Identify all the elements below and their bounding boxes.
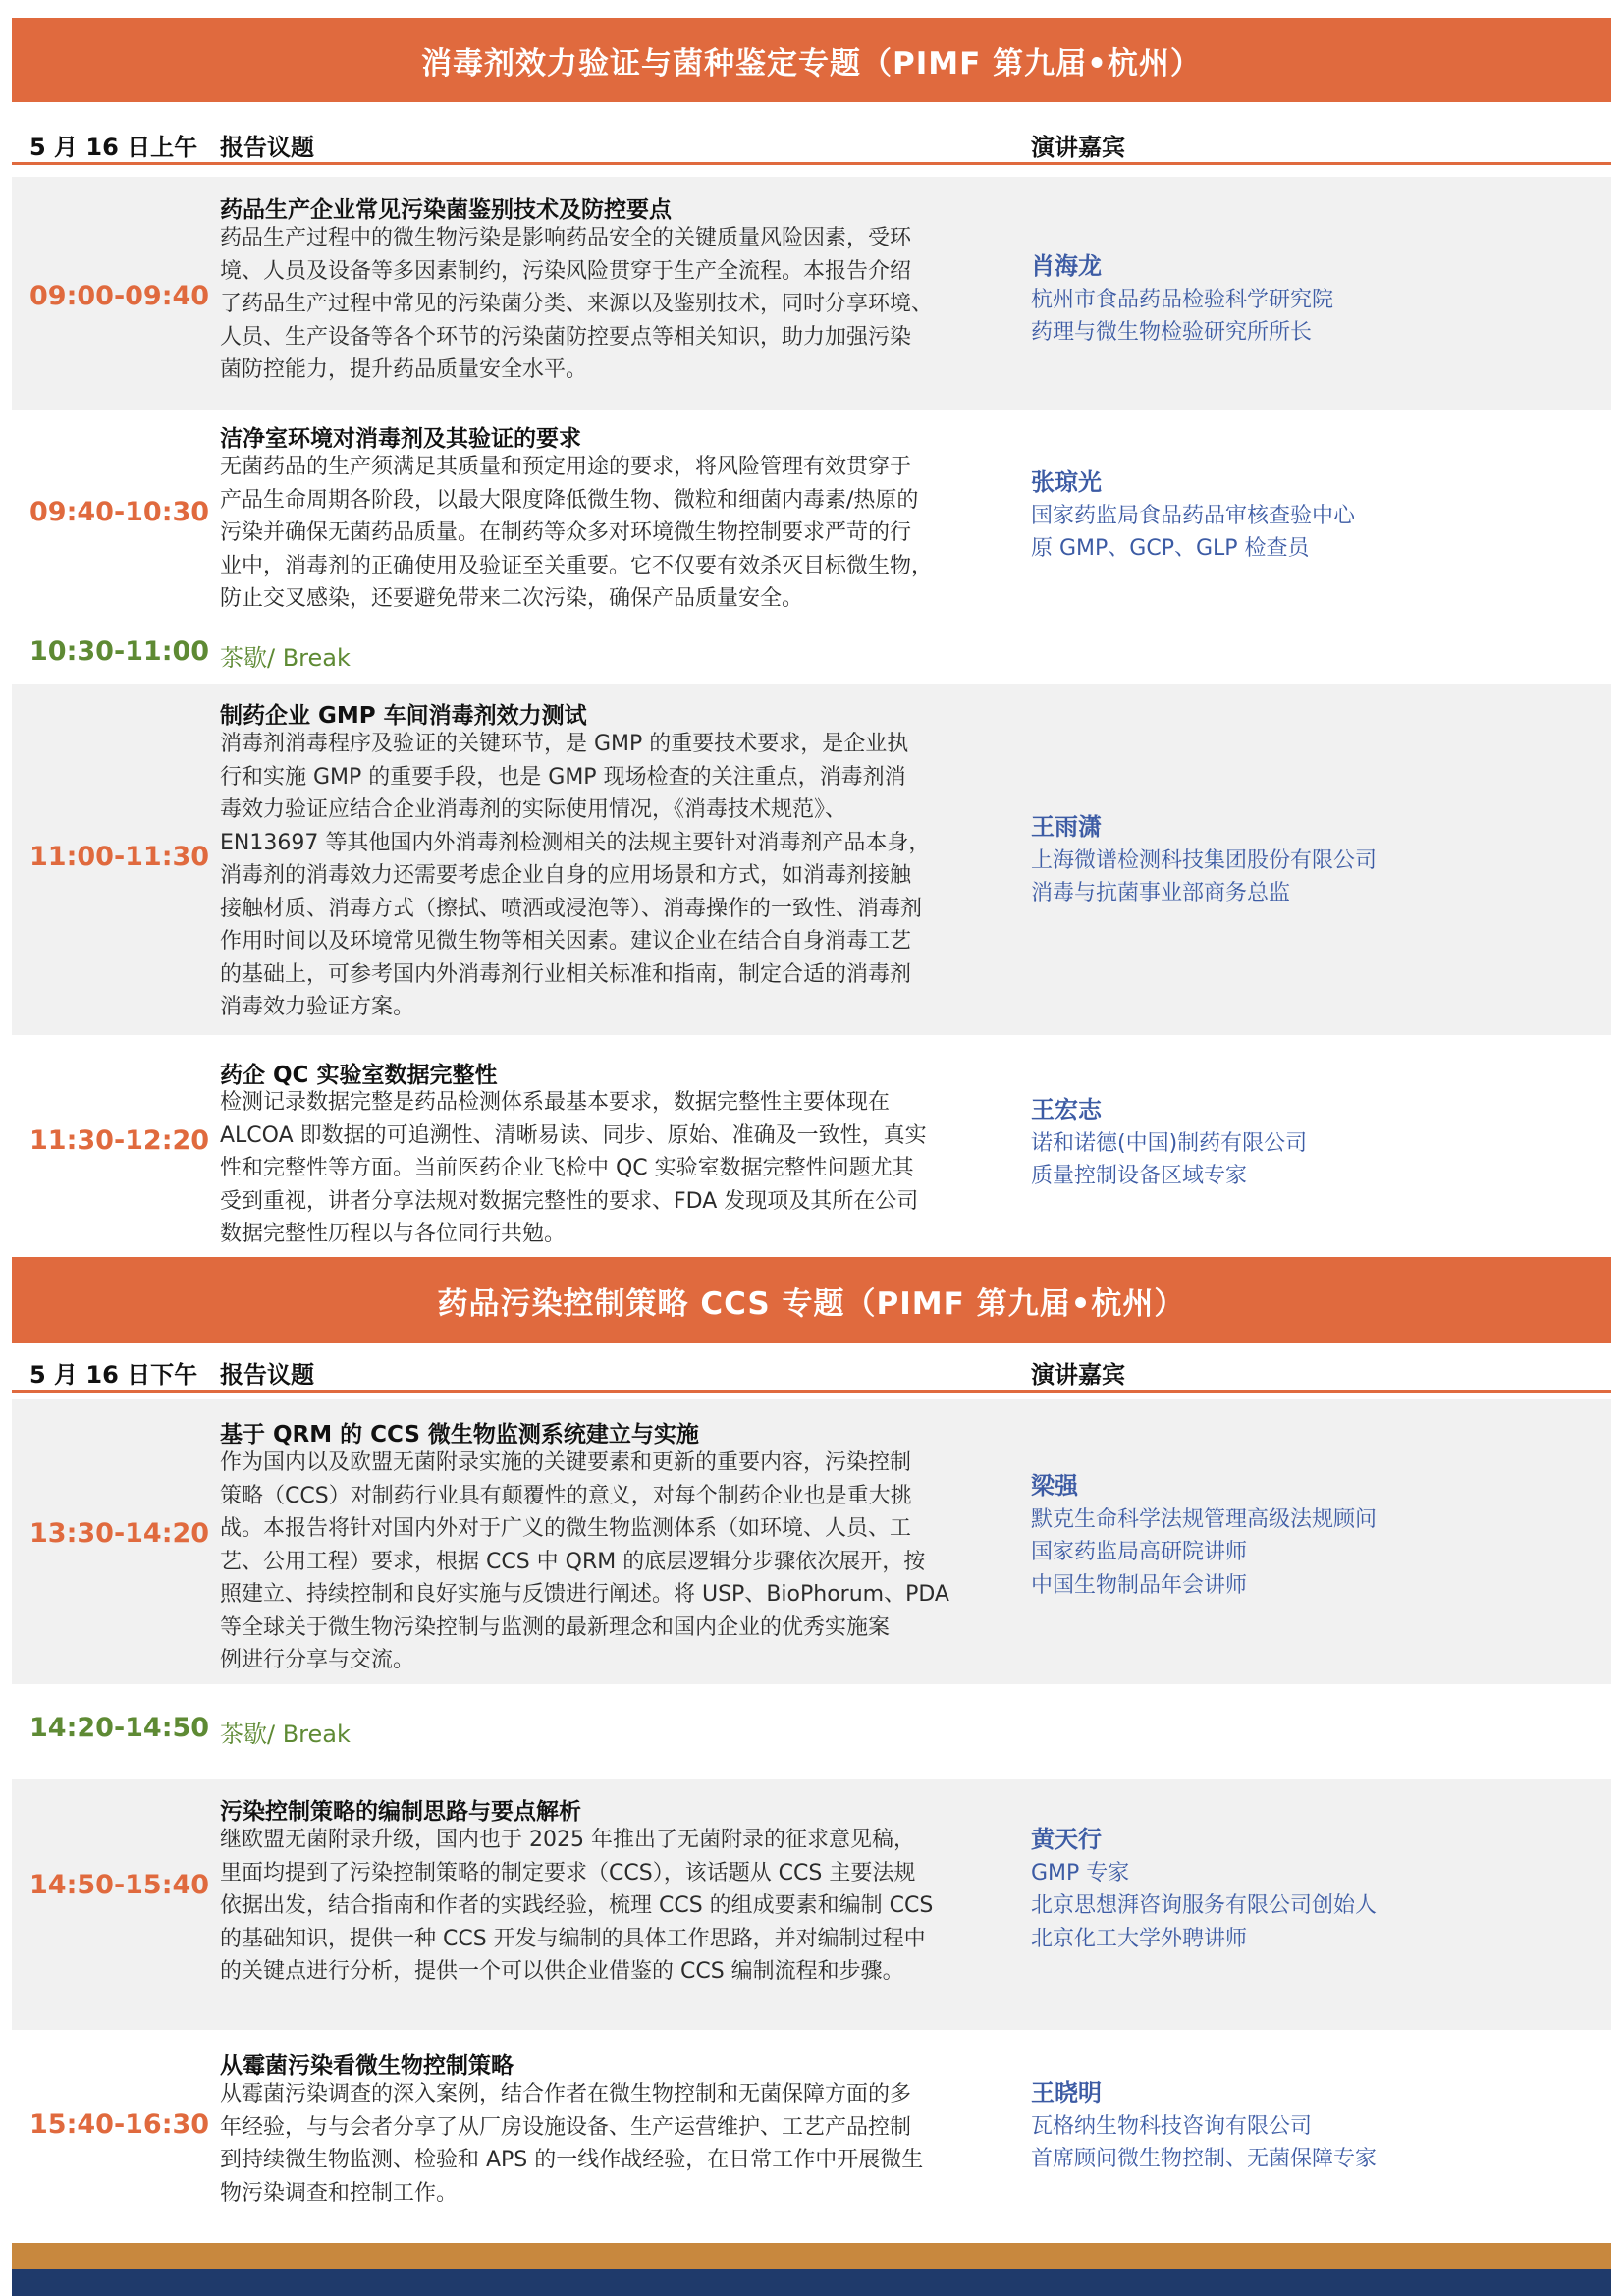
column-topic: 报告议题	[220, 134, 314, 161]
break-label: 茶歇/ Break	[220, 1721, 351, 1748]
speaker-block: 肖海龙 杭州市食品药品检验科学研究院 药理与微生物检验研究所所长	[1031, 252, 1334, 345]
session-title: 污染控制策略的编制思路与要点解析	[220, 1799, 581, 1825]
session-description: 无菌药品的生产须满足其质量和预定用途的要求，将风险管理有效贯穿于 产品生命周期各阶段，以最大限度降低微生物、微粒和细菌内毒素/热原的 污染并确保无菌药品质量。在制药等众多对环境微生物控制要求严苛的行 业中，消毒剂的正确使用及验证至关重要。它不仅要有效杀灭目标微生物， 防止交叉感染，还要避免带来二次污染，确保产品质量安全。	[220, 455, 934, 611]
footer-bar	[12, 2269, 1611, 2296]
section-2-banner: 药品污染控制策略 CCS 专题（PIMF 第九届•杭州）	[12, 1257, 1611, 1343]
column-speaker: 演讲嘉宾	[1031, 134, 1125, 161]
session-title: 制药企业 GMP 车间消毒剂效力测试	[220, 703, 587, 729]
session-title: 从霉菌污染看微生物控制策略	[220, 2053, 514, 2079]
session-title: 洁净室环境对消毒剂及其验证的要求	[220, 426, 581, 452]
session-time: 09:00-09:40	[29, 281, 210, 311]
speaker-name: 黄天行	[1031, 1826, 1102, 1853]
section-2-column-header	[12, 1345, 1611, 1393]
session-description: 检测记录数据完整是药品检测体系最基本要求，数据完整性主要体现在 ALCOA 即数据的可追溯性、清晰易读、同步、原始、准确及一致性，真实 性和完整性等方面。当前医药企业飞检中 QC 实验室数据完整性问题尤其 受到重视，讲者分享法规对数据完整性的要求、FDA 发现项及其所在公司 数据完整性历程以与各位同行共勉。	[220, 1090, 927, 1246]
session-description: 药品生产过程中的微生物污染是影响药品安全的关键质量风险因素，受环 境、人员及设备等多因素制约，污染风险贯穿于生产全流程。本报告介绍 了药品生产过程中常见的污染菌分类、来源以及鉴别技术，同时分享环境、 人员、生产设备等各个环节的污染菌防控要点等相关知识，助力加强污染 菌防控能力，提升药品质量安全水平。	[220, 226, 934, 382]
column-speaker: 演讲嘉宾	[1031, 1361, 1125, 1389]
column-date: 5 月 16 日上午	[29, 134, 198, 161]
section-1-banner: 消毒剂效力验证与菌种鉴定专题（PIMF 第九届•杭州）	[12, 18, 1611, 102]
column-date: 5 月 16 日下午	[29, 1361, 198, 1389]
session-description: 继欧盟无菌附录升级，国内也于 2025 年推出了无菌附录的征求意见稿， 里面均提到了污染控制策略的制定要求（CCS），该话题从 CCS 主要法规 依据出发，结合指南和作者的实践经验，梳理 CCS 的组成要素和编制 CCS 的基础知识，提供一种 CCS 开发与编制的具体工作思路，并对编制过程中 的关键点进行分析，提供一个可以供企业借鉴的 CCS 编制流程和步骤。	[220, 1828, 934, 1984]
speaker-block: 张琼光 国家药监局食品药品审核查验中心 原 GMP、GCP、GLP 检查员	[1031, 468, 1356, 561]
section-1-column-header	[12, 118, 1611, 165]
speaker-name: 王宏志	[1031, 1096, 1102, 1123]
speaker-name: 梁强	[1031, 1472, 1078, 1500]
session-time: 15:40-16:30	[29, 2109, 210, 2140]
break-time: 14:20-14:50	[29, 1713, 210, 1743]
column-topic: 报告议题	[220, 1361, 314, 1389]
speaker-name: 张琼光	[1031, 468, 1102, 496]
session-title: 基于 QRM 的 CCS 微生物监测系统建立与实施	[220, 1422, 699, 1448]
speaker-name: 王晓明	[1031, 2079, 1102, 2106]
session-time: 13:30-14:20	[29, 1518, 210, 1549]
session-time: 14:50-15:40	[29, 1870, 210, 1900]
session-time: 11:30-12:20	[29, 1125, 210, 1156]
session-description: 作为国内以及欧盟无菌附录实施的关键要素和更新的重要内容，污染控制 策略（CCS）对制药行业具有颠覆性的意义，对每个制药企业也是重大挑 战。本报告将针对国内外对于广义的微生物监测体系（如环境、人员、工 艺、公用工程）要求，根据 CCS 中 QRM 的底层逻辑分步骤依次展开，按 照建立、持续控制和良好实施与反馈进行阐述。将 USP、BioPhorum、PDA 等全球关于微生物污染控制与监测的最新理念和国内企业的优秀实施案 例进行分享与交流。	[220, 1450, 949, 1672]
speaker-block: 王雨潇 上海微谱检测科技集团股份有限公司 消毒与抗菌事业部商务总监	[1031, 813, 1378, 905]
speaker-name: 王雨潇	[1031, 813, 1102, 841]
break-label: 茶歇/ Break	[220, 644, 351, 672]
session-title: 药品生产企业常见污染菌鉴别技术及防控要点	[220, 197, 672, 223]
break-time: 10:30-11:00	[29, 636, 210, 667]
session-time: 09:40-10:30	[29, 497, 210, 527]
session-description: 从霉菌污染调查的深入案例，结合作者在微生物控制和无菌保障方面的多 年经验，与与会者分享了从厂房设施设备、生产运营维护、工艺产品控制 到持续微生物监测、检验和 APS 的一线作战经验，在日常工作中开展微生 物污染调查和控制工作。	[220, 2082, 924, 2206]
session-description: 消毒剂消毒程序及验证的关键环节，是 GMP 的重要技术要求，是企业执 行和实施 GMP 的重要手段，也是 GMP 现场检查的关注重点，消毒剂消 毒效力验证应结合企业消毒剂的实际使用情况，《消毒技术规范》、 EN13697 等其他国内外消毒剂检测相关的法规主要针对消毒剂产品本身， 消毒剂的消毒效力还需要考虑企业自身的应用场景和方式，如消毒剂接触 接触材质、消毒方式（擦拭、喷洒或浸泡等）、消毒操作的一致性、消毒剂 作用时间以及环境常见微生物等相关因素。建议企业在结合自身消毒工艺 的基础上，可参考国内外消毒剂行业相关标准和指南，制定合适的消毒剂 消毒效力验证方案。	[220, 732, 931, 1019]
session-time: 11:00-11:30	[29, 842, 210, 872]
speaker-block: 黄天行 GMP 专家 北京思想湃咨询服务有限公司创始人 北京化工大学外聘讲师	[1031, 1826, 1378, 1951]
speaker-name: 肖海龙	[1031, 252, 1102, 280]
speaker-block: 梁强 默克生命科学法规管理高级法规顾问 国家药监局高研院讲师 中国生物制品年会讲师	[1031, 1472, 1378, 1598]
speaker-block: 王宏志 诺和诺德(中国)制药有限公司 质量控制设备区域专家	[1031, 1096, 1308, 1188]
speaker-block: 王晓明 瓦格纳生物科技咨询有限公司 首席顾问微生物控制、无菌保障专家	[1031, 2079, 1378, 2171]
footer-accent-bar	[12, 2243, 1611, 2269]
session-title: 药企 QC 实验室数据完整性	[220, 1063, 498, 1088]
